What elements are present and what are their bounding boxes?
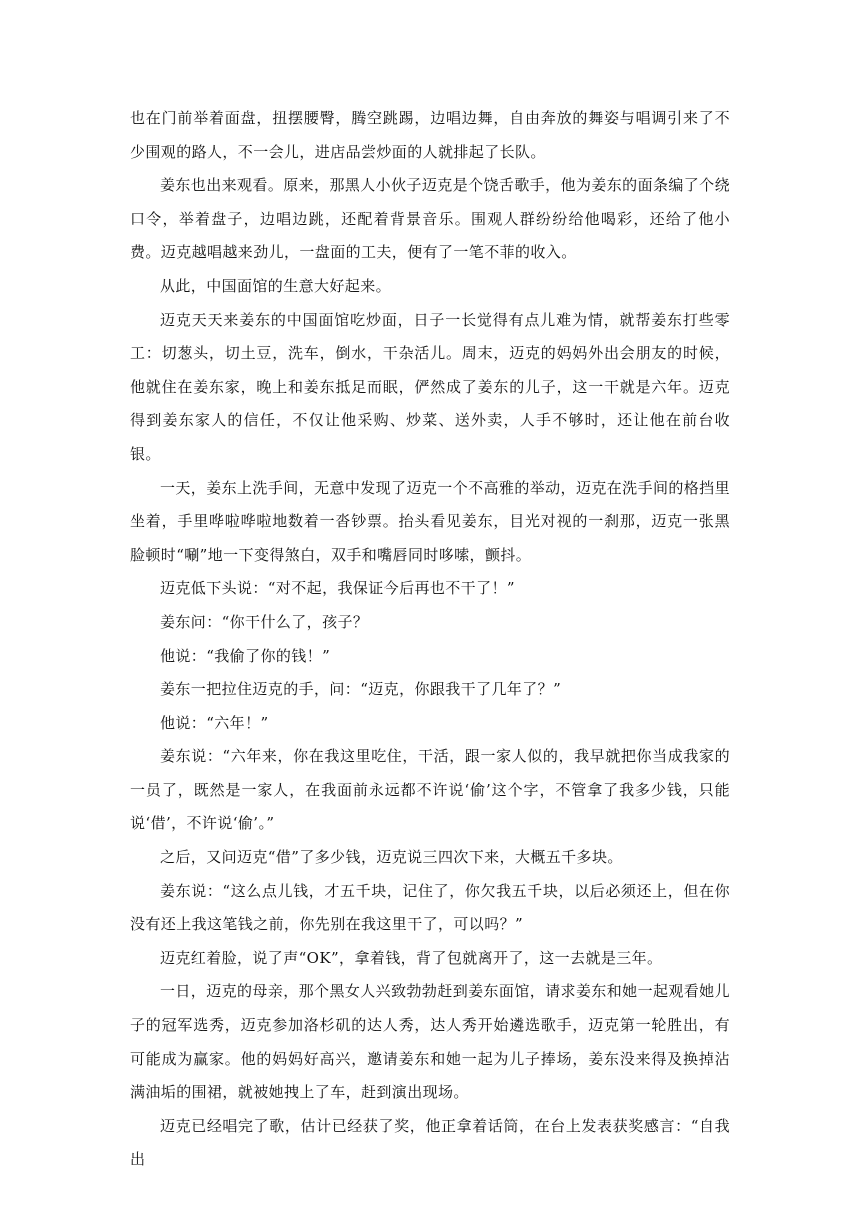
paragraph: 姜东说：“六年来，你在我这里吃住，干活，跟一家人似的，我早就把你当成我家的一员了，既然是一家人，在我面前永远都不许说‘偷’这个字，不管拿了我多少钱，只能说‘借’，不许说‘偷’。” <box>130 747 730 833</box>
document-page <box>130 102 730 1177</box>
paragraph: 迈克天天来姜东的中国面馆吃炒面，日子一长觉得有点儿难为情，就帮姜东打些零工：切葱头，切土豆，洗车，倒水，干杂活儿。周末，迈克的妈妈外出会朋友的时候，他就住在姜东家，晚上和姜东抵足而眠，俨然成了姜东的儿子，这一干就是六年。迈克得到姜东家人的信任，不仅让他采购、炒菜、送外卖，人手不够时，还让他在前台收银。 <box>130 310 730 463</box>
paragraph: 之后，又问迈克“借”了多少钱，迈克说三四次下来，大概五千多块。 <box>160 848 623 867</box>
paragraph: 一日，迈克的母亲，那个黑女人兴致勃勃赶到姜东面馆，请求姜东和她一起观看她儿子的冠军选秀，迈克参加洛杉矶的达人秀，达人秀开始遴选歌手，迈克第一轮胜出，有可能成为赢家。他的妈妈好高兴，邀请姜东和她一起为儿子捧场，姜东没来得及换掉沾满油垢的围裙，就被她拽上了车，赶到演出现场。 <box>130 982 730 1102</box>
paragraph: 迈克红着脸，说了声“OK”，拿着钱，背了包就离开了，这一去就是三年。 <box>160 948 663 967</box>
paragraph: 从此，中国面馆的生意大好起来。 <box>160 276 392 295</box>
paragraph: 他说：“我偷了你的钱！” <box>160 646 331 665</box>
paragraph: 迈克已经唱完了歌，估计已经获了奖，他正拿着话筒，在台上发表获奖感言：“自我出 <box>130 1116 730 1169</box>
paragraph: 姜东也出来观看。原来，那黑人小伙子迈克是个饶舌歌手，他为姜东的面条编了个绕口令，举着盘子，边唱边跳，还配着背景音乐。围观人群纷纷给他喝彩，还给了他小费。迈克越唱越来劲儿，一盘面的工夫，便有了一笔不菲的收入。 <box>130 176 730 262</box>
paragraph: 迈克低下头说：“对不起，我保证今后再也不干了！” <box>160 579 515 598</box>
paragraph: 也在门前举着面盘，扭摆腰臀，腾空跳踢，边唱边舞，自由奔放的舞姿与唱调引来了不少围观的路人，不一会儿，进店品尝炒面的人就排起了长队。 <box>130 109 730 161</box>
paragraph: 姜东一把拉住迈克的手，问：“迈克，你跟我干了几年了？” <box>160 680 562 699</box>
paragraph: 他说：“六年！” <box>160 713 269 732</box>
paragraph: 姜东说：“这么点儿钱，才五千块，记住了，你欠我五千块，以后必须还上，但在你没有还上我这笔钱之前，你先别在我这里干了，可以吗？” <box>130 881 730 934</box>
paragraph: 姜东问：“你干什么了，孩子？ <box>160 612 369 631</box>
paragraph: 一天，姜东上洗手间，无意中发现了迈克一个不高雅的举动，迈克在洗手间的格挡里坐着，手里哗啦哗啦地数着一沓钞票。抬头看见姜东，目光对视的一刹那，迈克一张黑脸顿时“唰”地一下变得煞白，双手和嘴唇同时哆嗦，颤抖。 <box>130 478 730 564</box>
